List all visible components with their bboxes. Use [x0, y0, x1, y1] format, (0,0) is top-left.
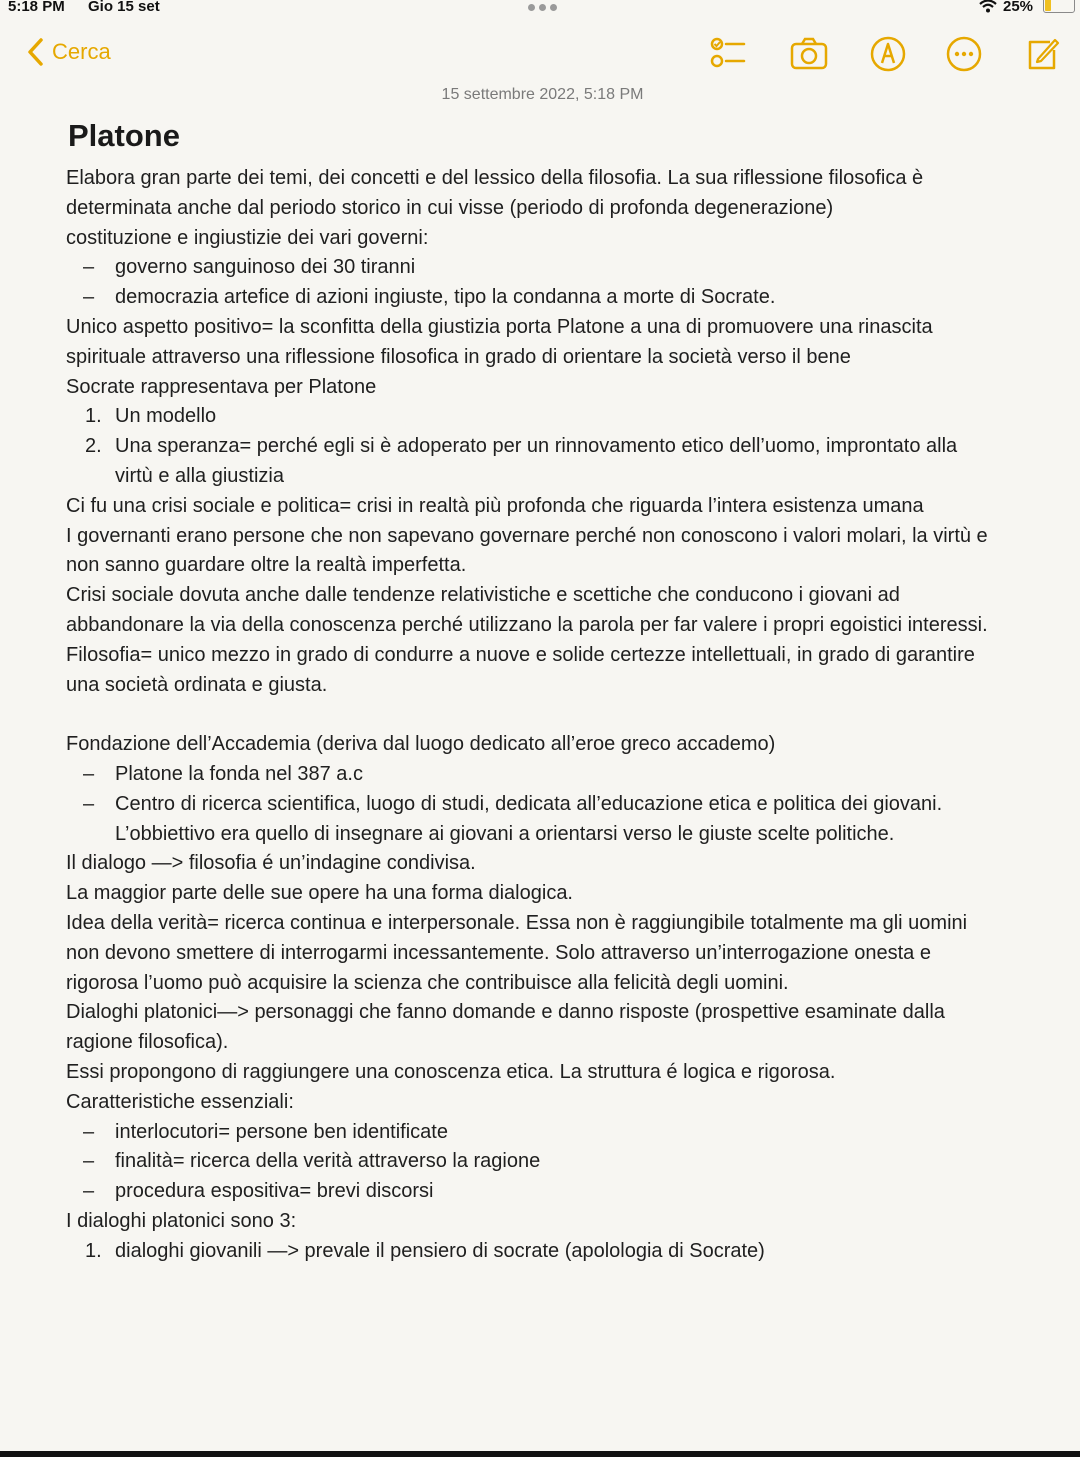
chevron-left-icon [26, 38, 44, 66]
list-item-text: interlocutori= persone ben identificate [115, 1120, 448, 1143]
status-bar [0, 0, 1080, 20]
numbered-list [66, 1237, 996, 1267]
list-item [66, 1118, 996, 1148]
numbered-list [66, 402, 996, 491]
note-paragraph: Fondazione dell’Accademia (deriva dal luogo dedicato all’eroe greco accademo) [66, 733, 776, 756]
list-item-text: governo sanguinoso dei 30 tiranni [115, 256, 416, 279]
note-paragraph: Dialoghi platonici—> personaggi che fanno domande e danno risposte (prospettive esaminate dalla ragione filosofica). [66, 1001, 945, 1054]
note-paragraph: costituzione e ingiustizie dei vari governi: [66, 226, 429, 249]
note-paragraph: Caratteristiche essenziali: [66, 1090, 294, 1113]
note-paragraph: Socrate rappresentava per Platone [66, 375, 377, 398]
back-button[interactable] [26, 38, 111, 66]
list-number: 1. [85, 405, 102, 428]
bottom-edge [0, 1451, 1080, 1457]
list-item-text: Una speranza= perché egli si è adoperato per un rinnovamento etico dell’uomo, improntato alla virtù e alla giustizia [115, 435, 958, 487]
markup-pen-icon[interactable] [868, 34, 908, 74]
note-title[interactable]: Platone [68, 118, 180, 153]
list-number: 2. [85, 435, 102, 458]
list-item-text: Centro di ricerca scientifica, luogo di studi, dedicata all’educazione etica e politica dei giovani. L’obbiettivo era quello di insegnare ai giovani a orientarsi verso le giuste scelte politiche. [115, 792, 943, 845]
list-item-text: procedura espositiva= brevi discorsi [115, 1180, 434, 1203]
back-label: Cerca [52, 39, 111, 64]
empty-line [66, 700, 996, 730]
list-item [66, 760, 996, 790]
note-paragraph: Ci fu una crisi sociale e politica= crisi in realtà più profonda che riguarda l’intera esistenza umana [66, 494, 924, 517]
dash-bullet: – [83, 256, 95, 279]
list-item [66, 402, 996, 432]
more-icon[interactable] [944, 34, 984, 74]
list-item-text: finalità= ricerca della verità attraverso la ragione [115, 1150, 541, 1173]
dash-bullet: – [83, 762, 95, 785]
battery-percentage: 25% [1003, 0, 1034, 15]
note-paragraph: Essi propongono di raggiungere una conoscenza etica. La struttura é logica e rigorosa. [66, 1060, 836, 1083]
dash-bullet: – [83, 286, 95, 309]
note-paragraph: I governanti erano persone che non sapevano governare perché non conoscono i valori molari, la virtù e non sanno guardare oltre la realtà imperfetta. [66, 524, 988, 577]
battery-icon [1043, 0, 1075, 13]
bullet-list [66, 1118, 996, 1207]
list-item-text: dialoghi giovanili —> prevale il pensiero di socrate (apolologia di Socrate) [115, 1239, 765, 1262]
dash-bullet: – [83, 1120, 95, 1143]
list-item-text: democrazia artefice di azioni ingiuste, tipo la condanna a morte di Socrate. [115, 286, 776, 309]
navigation-bar [0, 30, 1080, 80]
list-item [66, 1147, 996, 1177]
list-number: 1. [85, 1239, 102, 1262]
dash-bullet: – [83, 1150, 95, 1173]
note-timestamp: 15 settembre 2022, 5:18 PM [441, 86, 644, 103]
note-paragraph: Filosofia= unico mezzo in grado di condurre a nuove e solide certezze intellettuali, in grado di garantire una società ordinata e giusta. [66, 643, 975, 696]
camera-icon[interactable] [789, 34, 829, 74]
list-item-text: Un modello [115, 405, 217, 428]
note-paragraph: Crisi sociale dovuta anche dalle tendenze relativistiche e scettiche che conducono i giovani ad abbandonare la via della conoscenza perché utilizzano la parola per far valere i propri egoistici interessi. [66, 584, 988, 636]
note-paragraph: La maggior parte delle sue opere ha una forma dialogica. [66, 882, 573, 905]
note-paragraph: Il dialogo —> filosofia é un’indagine condivisa. [66, 852, 476, 875]
wifi-icon [978, 0, 998, 13]
list-item [66, 1237, 996, 1267]
checklist-icon[interactable] [708, 34, 748, 74]
list-item [66, 253, 996, 283]
status-time: 5:18 PM [8, 0, 65, 15]
bullet-list [66, 760, 996, 849]
note-paragraph: Idea della verità= ricerca continua e interpersonale. Essa non è raggiungibile totalmente ma gli uomini non devono smettere di interrogarmi incessantemente. Solo attraverso un’interrogazione onesta e rigorosa l’uomo può acquisire la scienza che contribuisce alla felicità degli uomini. [66, 911, 968, 994]
compose-icon[interactable] [1022, 34, 1062, 74]
note-paragraph: I dialoghi platonici sono 3: [66, 1209, 297, 1232]
status-date: Gio 15 set [88, 0, 160, 15]
dash-bullet: – [83, 792, 95, 815]
note-paragraph: Unico aspetto positivo= la sconfitta della giustizia porta Platone a una di promuovere una rinascita spirituale attraverso una riflessione filosofica in grado di orientare la società verso il bene [66, 315, 933, 368]
list-item [66, 432, 996, 492]
multitasking-handle[interactable] [528, 4, 557, 11]
list-item-text: Platone la fonda nel 387 a.c [115, 762, 363, 785]
dash-bullet: – [83, 1180, 95, 1203]
note-paragraph: Elabora gran parte dei temi, dei concetti e del lessico della filosofia. La sua riflessione filosofica è determinata anche dal periodo storico in cui visse (periodo di profonda degenerazione) [66, 167, 924, 219]
note-body[interactable] [66, 164, 996, 1266]
list-item [66, 283, 996, 313]
list-item [66, 1177, 996, 1207]
bullet-list [66, 253, 996, 313]
list-item [66, 790, 996, 850]
